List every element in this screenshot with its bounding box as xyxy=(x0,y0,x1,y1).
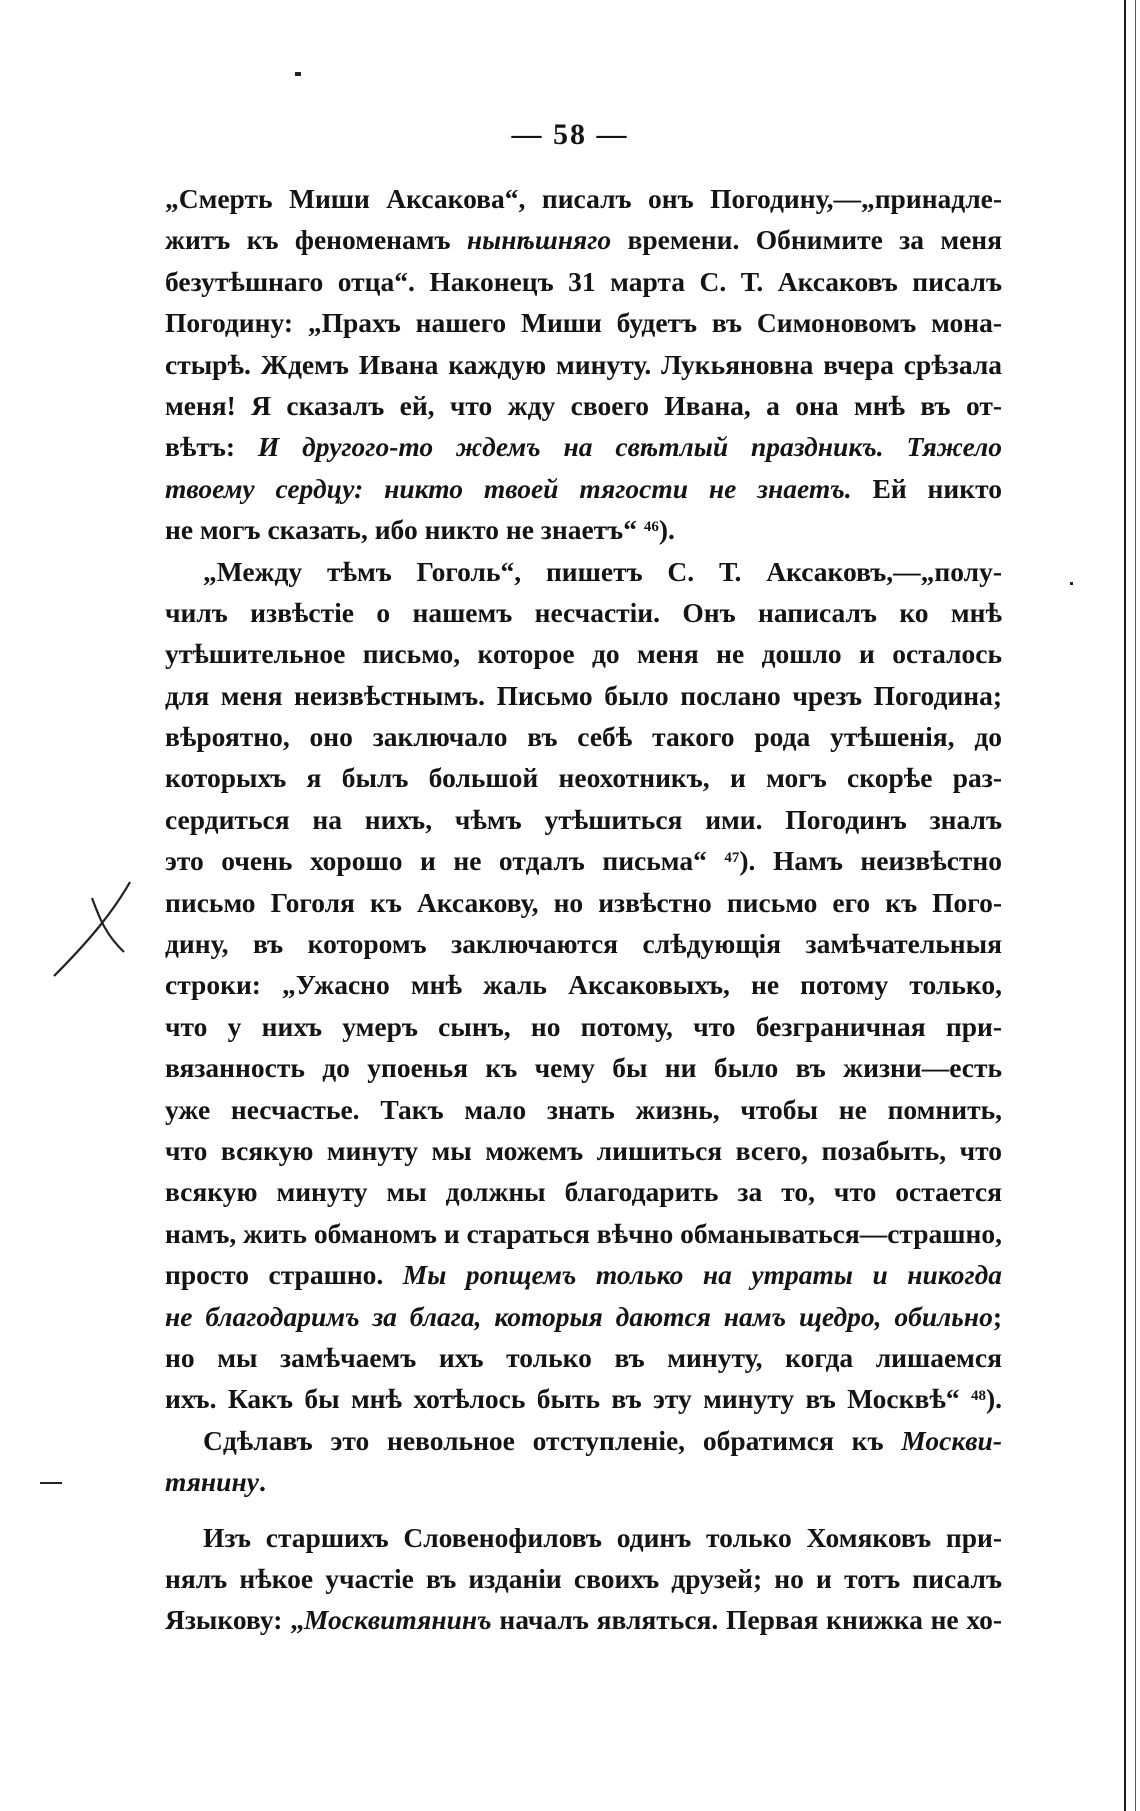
italic-text: не благодаримъ за блага, которыя даются намъ щедро, обильно xyxy=(165,1300,993,1332)
italic-text: И другого-то ждемъ на свѣтлый праздникъ. Тяжело xyxy=(257,431,1002,463)
page-edge-line xyxy=(1124,0,1126,1811)
text-line xyxy=(165,633,1002,674)
text-segment: ихъ. Какъ бы мнѣ хотѣлось быть въ эту минуту въ Москвѣ“ xyxy=(165,1383,971,1415)
text-segment: „Смерть Миши Аксакова“, писалъ онъ Погодину,—„принадле- xyxy=(165,183,1002,214)
italic-text: Москвитянинъ xyxy=(303,1604,492,1636)
text-segment: вѣтъ: xyxy=(165,431,258,463)
text-line xyxy=(165,426,1002,467)
text-segment: времени. Обнимите за меня xyxy=(611,224,1002,256)
text-segment: утѣшительное письмо, которое до меня не дошло и осталось xyxy=(165,638,1002,670)
text-segment: Погодину: „Прахъ нашего Миши будетъ въ Симоновомъ мона- xyxy=(165,307,1002,339)
text-line xyxy=(165,1420,1002,1461)
text-segment: Изъ старшихъ Словенофиловъ одинъ только Хомяковъ при- xyxy=(203,1521,1002,1553)
text-line xyxy=(165,1006,1002,1047)
italic-text: тянину xyxy=(165,1466,259,1498)
text-segment: началъ являться. Первая книжка не хо- xyxy=(491,1604,1002,1636)
footnote-ref: 48 xyxy=(970,1388,986,1405)
text-segment: но мы замѣчаемъ ихъ только въ минуту, когда лишаемся xyxy=(165,1341,1002,1373)
text-line xyxy=(165,1254,1002,1295)
text-line xyxy=(165,1213,1002,1254)
text-segment: которыхъ я былъ большой неохотникъ, и могъ скорѣе раз- xyxy=(165,762,1002,794)
text-line xyxy=(165,1378,1002,1419)
text-line xyxy=(165,344,1002,385)
scan-speck xyxy=(295,72,301,76)
text-segment: не могъ сказать, ибо никто не знаетъ“ xyxy=(165,514,644,546)
page-edge-line-outer xyxy=(1135,0,1136,1811)
text-segment: что всякую минуту мы можемъ лишиться всего, позабыть, что xyxy=(165,1134,1002,1166)
text-line xyxy=(165,1296,1002,1337)
text-segment: всякую минуту мы должны благодарить за то, что остается xyxy=(165,1176,1002,1208)
text-line xyxy=(165,1171,1002,1212)
italic-text: твоему сердцу: никто твоей тягости не знаетъ. xyxy=(165,472,852,504)
text-line xyxy=(165,1461,1002,1502)
text-segment: меня! Я сказалъ ей, что жду своего Ивана, а она мнѣ въ от- xyxy=(165,389,1002,421)
text-line xyxy=(165,1558,1002,1599)
text-segment: чилъ извѣстіе о нашемъ несчастіи. Онъ написалъ ко мнѣ xyxy=(165,596,1002,628)
text-line xyxy=(165,1599,1002,1640)
text-segment: безутѣшнаго отца“. Наконецъ 31 марта С. Т. Аксаковъ писалъ xyxy=(165,265,1002,297)
text-line xyxy=(165,1337,1002,1378)
text-line xyxy=(165,302,1002,343)
text-line xyxy=(165,1130,1002,1171)
scan-speck xyxy=(1070,582,1073,585)
text-segment: строки: „Ужасно мнѣ жаль Аксаковыхъ, не потому только, xyxy=(165,969,1002,1001)
text-segment: ). Намъ неизвѣстно xyxy=(739,845,1002,877)
page-number: — 58 — xyxy=(511,118,629,151)
text-segment: Сдѣлавъ это невольное отступленіе, обратимся къ xyxy=(203,1424,902,1456)
scan-speck xyxy=(40,1482,62,1484)
text-line xyxy=(165,799,1002,840)
text-segment: сердиться на нихъ, чѣмъ утѣшиться ими. Погодинъ зналъ xyxy=(165,803,1002,835)
text-segment: дину, въ которомъ заключаются слѣдующія замѣчательныя xyxy=(165,928,1002,960)
text-line xyxy=(165,757,1002,798)
text-line xyxy=(165,468,1002,509)
text-segment: просто страшно. xyxy=(165,1259,403,1291)
paragraph-gap xyxy=(165,1503,1002,1517)
text-line xyxy=(165,1517,1002,1558)
text-line xyxy=(165,261,1002,302)
italic-text: Мы ропщемъ только на утраты и никогда xyxy=(402,1259,1002,1291)
text-line xyxy=(165,509,1002,550)
text-segment: „Между тѣмъ Гоголь“, пишетъ С. Т. Аксаковъ,—„полу- xyxy=(203,555,1002,587)
margin-x-mark xyxy=(52,880,132,980)
text-segment: житъ къ феноменамъ xyxy=(165,224,467,256)
text-line xyxy=(165,178,1002,219)
text-segment: что у нихъ умеръ сынъ, но потому, что безграничная при- xyxy=(165,1010,1002,1042)
text-line xyxy=(165,964,1002,1005)
text-line xyxy=(165,840,1002,881)
text-line xyxy=(165,1089,1002,1130)
text-line xyxy=(165,716,1002,757)
text-segment: ; xyxy=(992,1300,1002,1332)
footnote-ref: 46 xyxy=(643,519,659,536)
text-line xyxy=(165,385,1002,426)
text-segment: это очень хорошо и не отдалъ письма“ xyxy=(165,845,725,877)
text-segment: вѣроятно, оно заключало въ себѣ такого рода утѣшенія, до xyxy=(165,721,1002,753)
body-text xyxy=(165,178,1002,1641)
text-segment: уже несчастье. Такъ мало знать жизнь, чтобы не помнить, xyxy=(165,1093,1002,1125)
text-segment: стырѣ. Ждемъ Ивана каждую минуту. Лукьяновна вчера срѣзала xyxy=(165,348,1002,380)
text-segment: для меня неизвѣстнымъ. Письмо было послано чрезъ Погодина; xyxy=(165,679,1002,711)
text-segment: письмо Гоголя къ Аксакову, но извѣстно письмо его къ Пого- xyxy=(165,886,1002,918)
text-line xyxy=(165,923,1002,964)
text-segment: Языкову: „ xyxy=(165,1604,304,1636)
text-line xyxy=(165,882,1002,923)
text-segment: . xyxy=(258,1466,266,1498)
text-line xyxy=(165,592,1002,633)
text-line xyxy=(165,219,1002,260)
text-line xyxy=(165,551,1002,592)
text-line xyxy=(165,1047,1002,1088)
italic-text: нынѣшняго xyxy=(466,224,612,256)
text-segment: ). xyxy=(985,1383,1002,1415)
text-segment: вязанность до упоенья къ чему бы ни было въ жизни—есть xyxy=(165,1052,1002,1084)
text-segment: намъ, жить обманомъ и стараться вѣчно обманываться—страшно, xyxy=(165,1217,1002,1249)
footnote-ref: 47 xyxy=(724,850,740,867)
text-segment: ). xyxy=(658,514,675,546)
italic-text: Москви- xyxy=(901,1424,1002,1456)
text-line xyxy=(165,675,1002,716)
text-segment: нялъ нѣкое участіе въ изданіи своихъ друзей; но и тотъ писалъ xyxy=(165,1562,1002,1594)
text-segment: Ей никто xyxy=(851,472,1002,504)
